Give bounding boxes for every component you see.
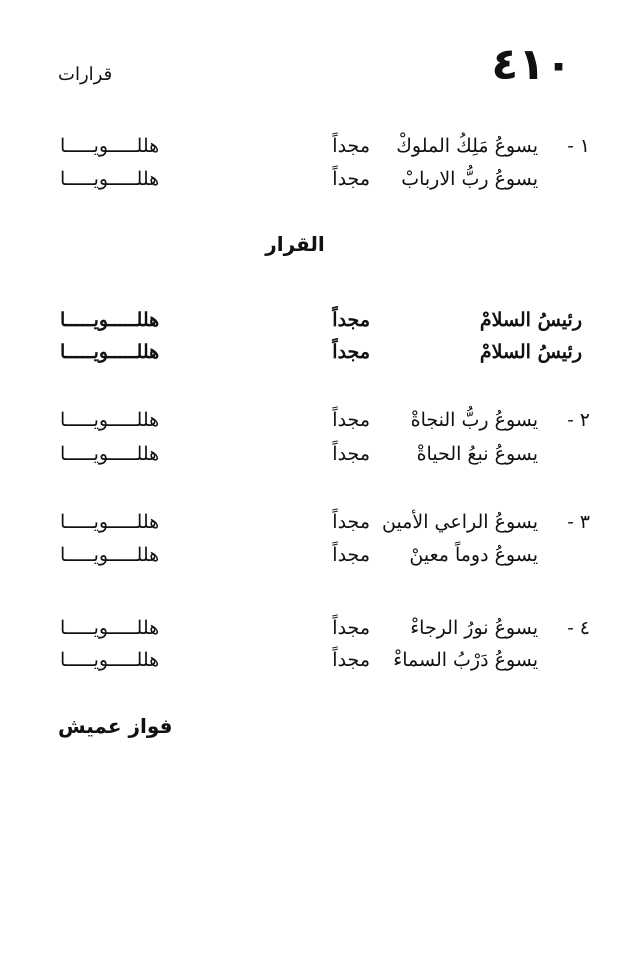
glory-word: مجداً — [332, 511, 370, 533]
hallelujah-word: هللـــــويـــــا — [60, 544, 160, 566]
hallelujah-word: هللـــــويـــــا — [60, 409, 160, 431]
glory-word: مجداً — [332, 341, 370, 363]
hallelujah-word: هللـــــويـــــا — [60, 511, 160, 533]
verse-phrase: يسوعُ نورُ الرجاءْ — [410, 617, 538, 639]
hallelujah-word: هللـــــويـــــا — [60, 649, 160, 671]
glory-word: مجداً — [332, 544, 370, 566]
glory-word: مجداً — [332, 617, 370, 639]
verse-number: ٢ - — [567, 409, 590, 431]
verse-phrase: يسوعُ دَرْبُ السماءْ — [393, 649, 538, 671]
hallelujah-word: هللـــــويـــــا — [60, 135, 160, 157]
verse-phrase: يسوعُ نبعُ الحياةْ — [416, 443, 538, 465]
hallelujah-word: هللـــــويـــــا — [60, 617, 160, 639]
section-title: قرارات — [58, 64, 113, 85]
chorus-phrase: رئيسُ السلامْ — [479, 309, 582, 331]
verse-phrase: يسوعُ ربُّ الاربابْ — [401, 168, 538, 190]
verse-1-line-2 — [60, 165, 590, 193]
hallelujah-word: هللـــــويـــــا — [60, 443, 160, 465]
verse-3-line-2 — [60, 541, 590, 569]
verse-2-line-2 — [60, 440, 590, 468]
author-name: فواز عميش — [58, 714, 173, 738]
glory-word: مجداً — [332, 443, 370, 465]
hallelujah-word: هللـــــويـــــا — [60, 309, 160, 331]
verse-1-line-1 — [60, 132, 590, 160]
verse-number: ١ - — [567, 135, 590, 157]
chorus-title: القرار — [265, 232, 325, 256]
chorus-line-1 — [60, 306, 590, 334]
glory-word: مجداً — [332, 649, 370, 671]
verse-phrase: يسوعُ مَلِكُ الملوكْ — [396, 135, 538, 157]
glory-word: مجداً — [332, 135, 370, 157]
chorus-phrase: رئيسُ السلامْ — [479, 341, 582, 363]
verse-phrase: يسوعُ ربُّ النجاةْ — [410, 409, 538, 431]
glory-word: مجداً — [332, 168, 370, 190]
hallelujah-word: هللـــــويـــــا — [60, 168, 160, 190]
verse-2-line-1 — [60, 406, 590, 434]
verse-phrase: يسوعُ دوماً معينْ — [409, 544, 538, 566]
page-number: ٤١٠ — [491, 39, 572, 90]
verse-phrase: يسوعُ الراعي الأمين — [382, 511, 538, 533]
verse-4-line-1 — [60, 614, 590, 642]
hallelujah-word: هللـــــويـــــا — [60, 341, 160, 363]
verse-4-line-2 — [60, 646, 590, 674]
glory-word: مجداً — [332, 409, 370, 431]
glory-word: مجداً — [332, 309, 370, 331]
verse-number: ٣ - — [567, 511, 590, 533]
chorus-line-2 — [60, 338, 590, 366]
verse-number: ٤ - — [567, 617, 590, 639]
verse-3-line-1 — [60, 508, 590, 536]
